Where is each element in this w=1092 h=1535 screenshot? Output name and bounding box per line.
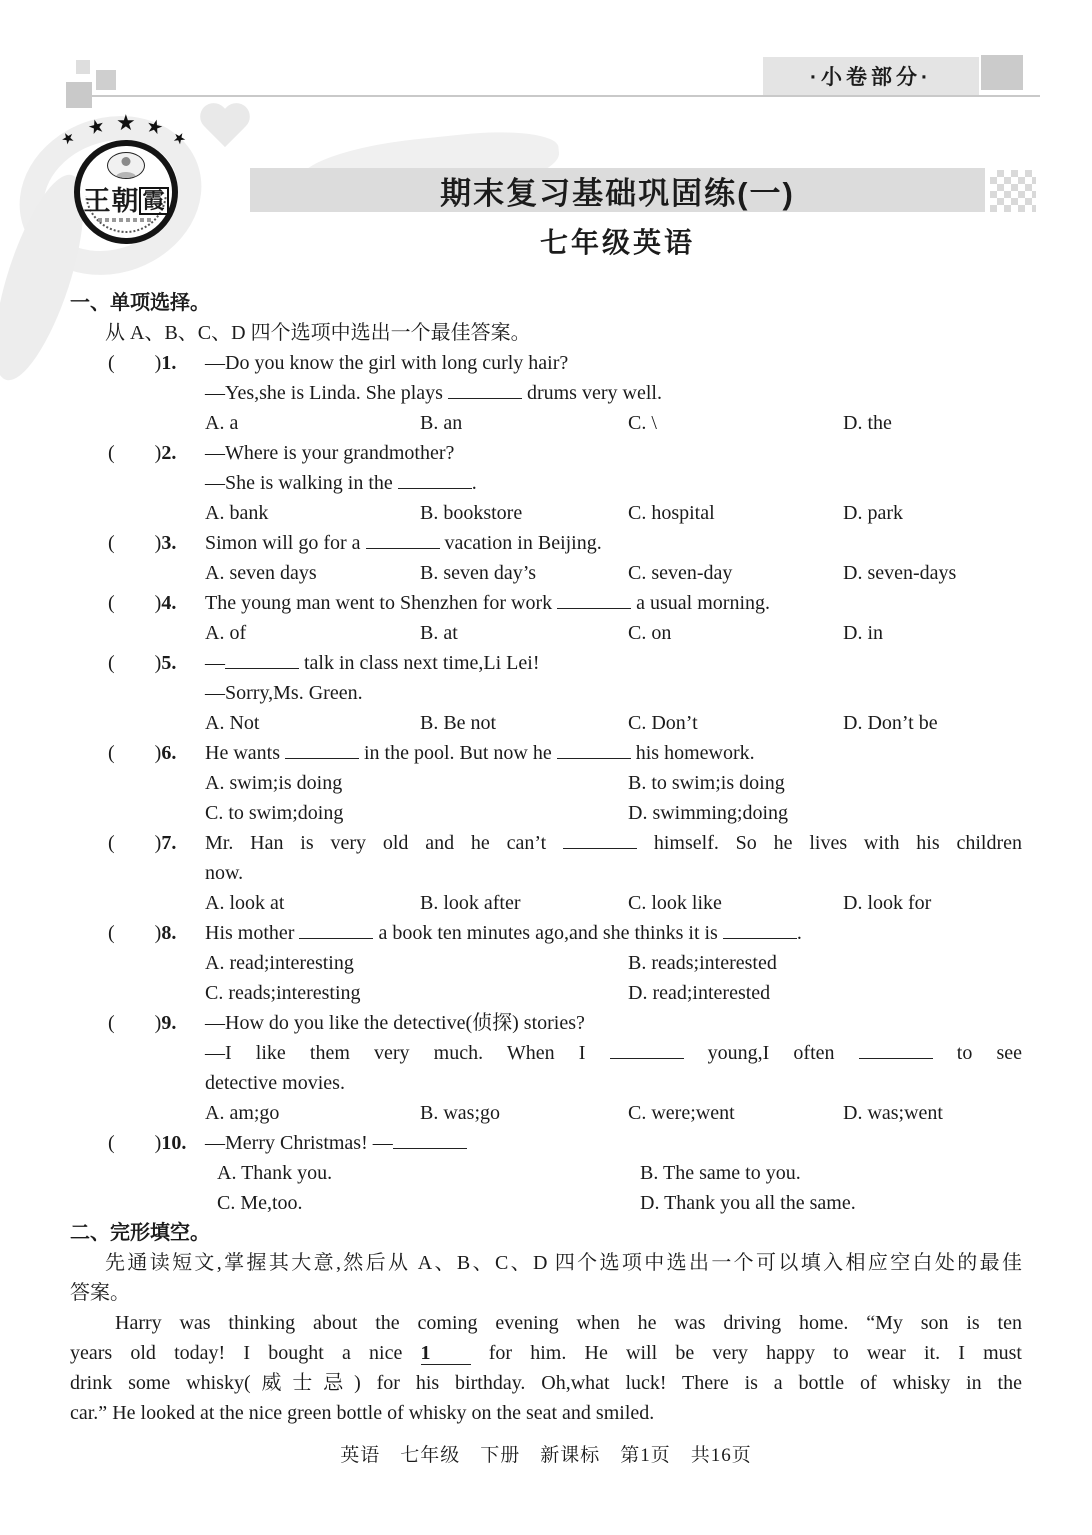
cloze-paragraph — [70, 1308, 1022, 1428]
question-7-line-2 — [70, 858, 1022, 888]
heart-watermark — [198, 104, 252, 152]
question-7-line-1 — [70, 828, 1022, 858]
answer-blank — [557, 745, 631, 759]
option-B: B. was;go — [420, 1102, 500, 1124]
question-text: —Sorry,Ms. Green. — [205, 682, 363, 704]
question-text: —I like them very much. When I young,I often to see — [205, 1042, 1022, 1064]
option-B: B. The same to you. — [640, 1162, 801, 1184]
star-icon: ★ — [116, 110, 136, 135]
exam-subtitle: 七年级英语 — [539, 227, 695, 258]
exam-title-band — [250, 168, 985, 212]
section1-heading: 一、单项选择。 — [70, 292, 210, 314]
question-text: —She is walking in the . — [205, 472, 477, 494]
question-number: 9. — [161, 1012, 177, 1034]
option-B: B. seven day’s — [420, 562, 537, 584]
question-text: His mother a book ten minutes ago,and she thinks it is . — [205, 922, 802, 944]
corner-decor-square — [96, 70, 116, 90]
question-9-line-3 — [70, 1068, 1022, 1098]
answer-blank — [723, 925, 797, 939]
cloze-line-2: years old today! I bought a nice 1 for him. He will be very happy to wear it. I must — [70, 1342, 1022, 1364]
corner-label: ·小卷部分· — [810, 66, 932, 89]
option-C: C. \ — [628, 412, 657, 434]
option-A: A. read;interesting — [205, 952, 354, 974]
answer-blank — [610, 1045, 684, 1059]
options-row — [70, 768, 1022, 798]
corner-decor-square — [76, 60, 90, 74]
question-number: 3. — [161, 532, 177, 554]
answer-blank — [285, 745, 359, 759]
question-number: 6. — [161, 742, 177, 764]
question-text: detective movies. — [205, 1072, 345, 1094]
option-B: B. reads;interested — [628, 952, 777, 974]
options-row — [70, 1158, 1022, 1188]
option-B: B. look after — [420, 892, 521, 914]
option-C: C. on — [628, 622, 672, 644]
section2-instruction-line-2: 答案。 — [70, 1282, 130, 1304]
options-row — [70, 888, 1022, 918]
option-C: C. to swim;doing — [205, 802, 344, 824]
question-text: — talk in class next time,Li Lei! — [205, 652, 540, 674]
option-C: C. hospital — [628, 502, 715, 524]
answer-bracket: ( )7. — [108, 832, 177, 854]
answer-blank — [859, 1045, 933, 1059]
question-text: The young man went to Shenzhen for work a usual morning. — [205, 592, 771, 614]
option-B: B. an — [420, 412, 463, 434]
option-C: C. seven-day — [628, 562, 733, 584]
star-icon: ★ — [143, 115, 166, 140]
question-3-line-1 — [70, 528, 1022, 558]
question-number: 2. — [161, 442, 177, 464]
options-row — [70, 408, 1022, 438]
answer-bracket: ( )5. — [108, 652, 177, 674]
question-text: Simon will go for a vacation in Beijing. — [205, 532, 602, 554]
option-C: C. look like — [628, 892, 722, 914]
answer-blank — [557, 595, 631, 609]
question-8-line-1 — [70, 918, 1022, 948]
option-D: D. in — [843, 622, 883, 644]
question-text: now. — [205, 862, 244, 884]
question-text: —Where is your grandmother? — [205, 442, 455, 464]
question-number: 7. — [161, 832, 177, 854]
answer-blank — [225, 655, 299, 669]
question-number: 5. — [161, 652, 177, 674]
question-1-line-2 — [70, 378, 1022, 408]
answer-blank — [366, 535, 440, 549]
option-A: A. of — [205, 622, 247, 644]
exam-title: 期末复习基础巩固练(一) — [440, 175, 795, 211]
answer-bracket: ( )10. — [108, 1132, 187, 1154]
section1-questions — [70, 348, 1022, 1218]
brand-name — [80, 179, 172, 218]
answer-blank — [299, 925, 373, 939]
options-row — [70, 798, 1022, 828]
question-number: 10. — [161, 1132, 187, 1154]
option-A: A. seven days — [205, 562, 317, 584]
options-row — [70, 558, 1022, 588]
option-D: D. look for — [843, 892, 932, 914]
section1-instruction: 从 A、B、C、D 四个选项中选出一个最佳答案。 — [105, 322, 531, 344]
question-text: —Merry Christmas! — — [205, 1132, 467, 1154]
section2-instruction — [70, 1248, 1022, 1308]
option-B: B. to swim;is doing — [628, 772, 785, 794]
cloze-blank-1: 1 — [421, 1342, 471, 1365]
option-A: A. swim;is doing — [205, 772, 343, 794]
option-C: C. Me,too. — [217, 1192, 303, 1214]
question-5-line-2 — [70, 678, 1022, 708]
option-D: D. Don’t be — [843, 712, 938, 734]
option-B: B. Be not — [420, 712, 497, 734]
question-number: 4. — [161, 592, 177, 614]
question-6-line-1 — [70, 738, 1022, 768]
question-2-line-2 — [70, 468, 1022, 498]
cloze-line-3: drink some whisky(威士忌) for his birthday. Oh,what luck! There is a bottle of whisky in the — [70, 1372, 1022, 1394]
option-A: A. bank — [205, 502, 269, 524]
options-row — [70, 708, 1022, 738]
question-10-line-1 — [70, 1128, 1022, 1158]
corner-gray-square — [981, 55, 1023, 90]
option-D: D. park — [843, 502, 903, 524]
answer-blank — [563, 835, 637, 849]
option-D: D. Thank you all the same. — [640, 1192, 856, 1214]
answer-blank — [448, 385, 522, 399]
answer-bracket: ( )6. — [108, 742, 177, 764]
option-B: B. at — [420, 622, 458, 644]
answer-bracket: ( )3. — [108, 532, 177, 554]
question-4-line-1 — [70, 588, 1022, 618]
option-C: C. reads;interesting — [205, 982, 361, 1004]
star-icon: ★ — [85, 115, 108, 140]
checker-decoration — [990, 170, 1036, 212]
answer-bracket: ( )2. — [108, 442, 177, 464]
option-B: B. bookstore — [420, 502, 523, 524]
question-9-line-1 — [70, 1008, 1022, 1038]
brand-logo — [56, 112, 206, 284]
question-text: —Yes,she is Linda. She plays drums very well. — [205, 382, 662, 404]
question-text: —How do you like the detective(侦探) stories? — [205, 1012, 585, 1034]
answer-blank — [393, 1135, 467, 1149]
star-icon: ★ — [58, 128, 79, 150]
option-D: D. was;went — [843, 1102, 943, 1124]
answer-blank — [398, 475, 472, 489]
question-number: 1. — [161, 352, 177, 374]
options-row — [70, 948, 1022, 978]
option-D: D. read;interested — [628, 982, 771, 1004]
section2-instruction-line-1: 先通读短文,掌握其大意,然后从 A、B、C、D 四个选项中选出一个可以填入相应空白处的最佳 — [105, 1252, 1022, 1274]
question-text: He wants in the pool. But now he his homework. — [205, 742, 755, 764]
question-text: Mr. Han is very old and he can’t himself. So he lives with his children — [205, 832, 1022, 854]
logo-slogan — [98, 218, 154, 222]
option-A: A. Not — [205, 712, 260, 734]
option-C: C. were;went — [628, 1102, 735, 1124]
option-D: D. swimming;doing — [628, 802, 789, 824]
question-9-line-2 — [70, 1038, 1022, 1068]
options-row — [70, 978, 1022, 1008]
answer-bracket: ( )4. — [108, 592, 177, 614]
answer-bracket: ( )8. — [108, 922, 177, 944]
page-footer: 英语 七年级 下册 新课标 第1页 共16页 — [340, 1445, 752, 1466]
portrait-icon — [107, 152, 145, 179]
brand-name-boxed-char: 霞 — [139, 187, 168, 215]
section2-heading: 二、完形填空。 — [70, 1222, 210, 1244]
logo-badge — [74, 140, 178, 244]
header-rule — [70, 95, 1040, 97]
option-D: D. the — [843, 412, 892, 434]
option-A: A. am;go — [205, 1102, 280, 1124]
answer-bracket: ( )1. — [108, 352, 177, 374]
brand-name-text: 王朝 — [83, 186, 140, 216]
star-icon: ★ — [169, 128, 189, 150]
question-number: 8. — [161, 922, 177, 944]
question-5-line-1 — [70, 648, 1022, 678]
options-row — [70, 618, 1022, 648]
options-row — [70, 1098, 1022, 1128]
option-A: A. Thank you. — [217, 1162, 333, 1184]
option-C: C. Don’t — [628, 712, 698, 734]
answer-bracket: ( )9. — [108, 1012, 177, 1034]
options-row — [70, 1188, 1022, 1218]
corner-label-box — [763, 57, 979, 95]
option-A: A. a — [205, 412, 239, 434]
option-A: A. look at — [205, 892, 285, 914]
cloze-line-4: car.” He looked at the nice green bottle of whisky on the seat and smiled. — [70, 1402, 655, 1424]
exam-content — [70, 288, 1022, 1428]
options-row — [70, 498, 1022, 528]
question-2-line-1 — [70, 438, 1022, 468]
question-text: —Do you know the girl with long curly hair? — [205, 352, 569, 374]
cloze-line-1: Harry was thinking about the coming evening when he was driving home. “My son is ten — [115, 1312, 1022, 1334]
question-1-line-1 — [70, 348, 1022, 378]
option-D: D. seven-days — [843, 562, 957, 584]
